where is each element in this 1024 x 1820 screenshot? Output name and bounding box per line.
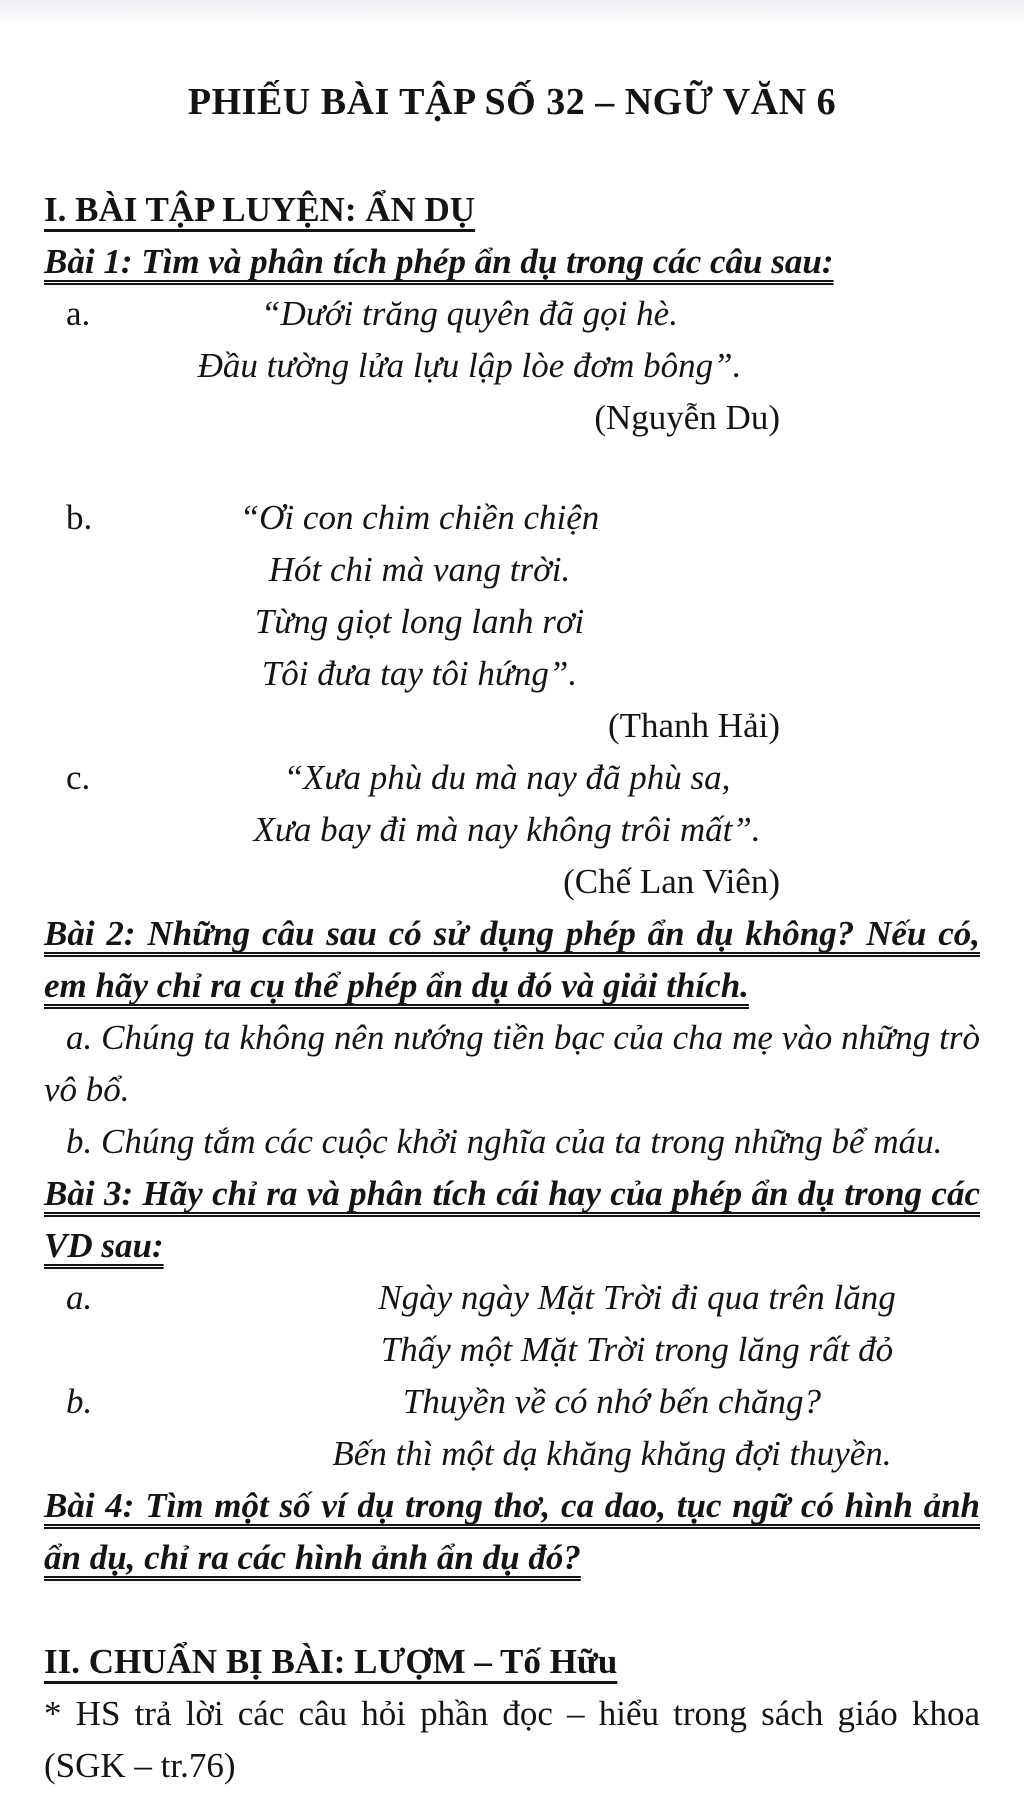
poem-quote xyxy=(44,1272,980,1376)
exercise-2-heading: Bài 2: Những câu sau có sử dụng phép ẩn dụ không? Nếu có, em hãy chỉ ra cụ thể phép ẩn dụ đó và giải thích. xyxy=(44,914,980,1005)
poem-quote xyxy=(44,288,980,392)
section-prepare xyxy=(44,1636,980,1792)
exercise-2-item-b: b. Chúng tắm các cuộc khởi nghĩa của ta trong những bể máu. xyxy=(66,1122,943,1161)
poem-line: “Xưa phù du mà nay đã phù sa, xyxy=(283,758,731,797)
worksheet-page xyxy=(0,26,1024,1792)
poem-author: (Thanh Hải) xyxy=(607,706,780,745)
poem-line: Ngày ngày Mặt Trời đi qua trên lăng xyxy=(378,1278,896,1317)
section-practice-heading: I. BÀI TẬP LUYỆN: ẨN DỤ xyxy=(44,190,476,229)
exercise-1-item-c xyxy=(44,752,980,908)
poem-author: (Nguyễn Du) xyxy=(594,398,780,437)
poem-line: “Ơi con chim chiền chiện xyxy=(239,498,600,537)
item-label: a. xyxy=(66,1278,93,1317)
poem-line: Hót chi mà vang trời. xyxy=(268,550,571,589)
exercise-3-item-b xyxy=(44,1376,980,1480)
page-title: PHIẾU BÀI TẬP SỐ 32 – NGỮ VĂN 6 xyxy=(187,81,837,123)
poem-line: Đầu tường lửa lựu lập lòe đơm bông”. xyxy=(197,346,742,385)
top-fade-strip xyxy=(0,0,1024,26)
poem-line: Xưa bay đi mà nay không trôi mất”. xyxy=(253,810,761,849)
item-label: b. xyxy=(66,498,93,537)
poem-quote xyxy=(44,492,980,700)
poem-line: Thuyền về có nhớ bến chăng? xyxy=(402,1382,822,1421)
exercise-1-item-a xyxy=(44,288,980,444)
exercise-4-heading: Bài 4: Tìm một số ví dụ trong thơ, ca dao, tục ngữ có hình ảnh ẩn dụ, chỉ ra các hình ảnh ẩn dụ đó? xyxy=(44,1486,980,1577)
item-label: a. xyxy=(66,294,91,333)
poem-line: Tôi đưa tay tôi hứng”. xyxy=(261,654,578,693)
poem-author: (Chế Lan Viên) xyxy=(563,862,780,901)
exercise-3-item-a xyxy=(44,1272,980,1376)
poem-line: Từng giọt long lanh rơi xyxy=(254,602,585,641)
exercise-1-item-b xyxy=(44,492,980,752)
exercise-2-item-a: a. Chúng ta không nên nướng tiền bạc của cha mẹ vào những trò vô bổ. xyxy=(44,1018,980,1109)
poem-quote xyxy=(44,752,980,856)
poem-quote xyxy=(44,1376,980,1480)
exercise-1-heading: Bài 1: Tìm và phân tích phép ẩn dụ trong các câu sau: xyxy=(44,242,834,281)
item-label: b. xyxy=(66,1382,93,1421)
prepare-note: * HS trả lời các câu hỏi phần đọc – hiểu trong sách giáo khoa (SGK – tr.76) xyxy=(44,1694,980,1785)
section-prepare-heading: II. CHUẨN BỊ BÀI: LƯỢM – Tố Hữu xyxy=(44,1642,618,1681)
poem-line: “Dưới trăng quyên đã gọi hè. xyxy=(261,294,678,333)
exercise-3-heading: Bài 3: Hãy chỉ ra và phân tích cái hay của phép ẩn dụ trong các VD sau: xyxy=(44,1174,980,1265)
poem-line: Thấy một Mặt Trời trong lăng rất đỏ xyxy=(380,1330,894,1369)
item-label: c. xyxy=(66,758,91,797)
poem-line: Bến thì một dạ khăng khăng đợi thuyền. xyxy=(332,1434,892,1473)
